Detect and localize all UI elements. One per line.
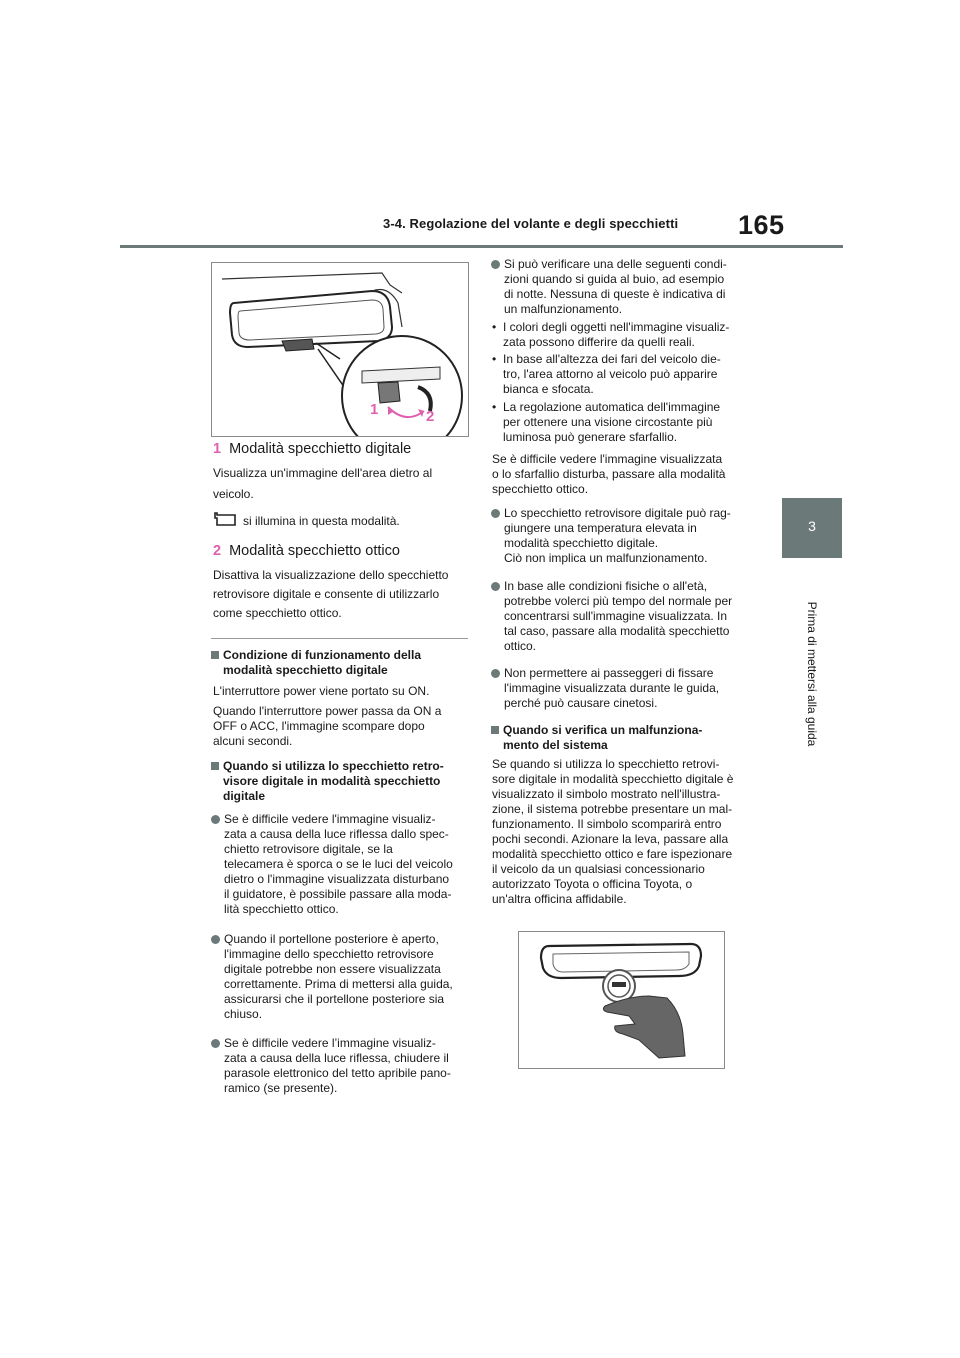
callout-1-label: 1 (370, 401, 379, 418)
right-para-after: Se è difficile vedere l'immagine visualizzata o lo sfarfallio disturba, passare alla modalità specchietto ottico. (492, 452, 726, 496)
page-number: 165 (738, 210, 785, 240)
mode-2-text-line3: come specchietto ottico. (213, 606, 342, 620)
chapter-tab (782, 498, 842, 558)
section-1-heading: Condizione di funzionamento della modalità specchietto digitale (211, 648, 421, 678)
square-bullet-icon (211, 762, 219, 770)
circle-bullet-icon (491, 669, 500, 678)
right-bullet-2: Lo specchietto retrovisore digitale può rag- giungere una temperatura elevata in modalità specchietto digitale. Ciò non implica un malfunzionamento. (491, 506, 731, 566)
circle-bullet-icon (211, 935, 220, 944)
circle-bullet-icon (491, 260, 500, 269)
right-subpoint-1: • I colori degli oggetti nell'immagine visualiz- zata possono differire da quelli reali. (492, 320, 730, 349)
mode-1-title: Modalità specchietto digitale (229, 441, 412, 457)
mode-2-heading (213, 543, 400, 559)
right-subpoint-3: • La regolazione automatica dell'immagine per ottenere una visione circostante più luminosa può generare sfarfallio. (492, 400, 721, 444)
chapter-number: 3 (808, 518, 816, 534)
mode-1-number: 1 (213, 441, 222, 457)
section-3-heading: Quando si verifica un malfunziona- mento del sistema (491, 723, 702, 753)
header-rule (120, 245, 843, 248)
mode-1-indicator-text: si illumina in questa modalità. (243, 514, 400, 528)
mode-2-text-line1: Disattiva la visualizzazione dello specchietto (213, 568, 449, 582)
mirror-malfunction-figure (518, 931, 725, 1069)
section-2-bullet-1: Se è difficile vedere l'immagine visualiz- zata a causa della luce riflessa dallo spec- chietto retrovisore digitale, se la telecamera è sporca o se le luci del veicolo dietro o l'immagine visualizzata disturbano il guidatore, è possibile passare alla moda- lità specchietto ottico. (211, 812, 453, 917)
circle-bullet-icon (211, 1039, 220, 1048)
section-3-para: Se quando si utilizza lo specchietto retrovi- sore digitale in modalità specchietto digitale è visualizzato il simbolo mostrato nell'illustra- zione, il sistema potrebbe presentare un mal- funzionamento. Il simbolo scomparirà entro pochi secondi. Azionare la leva, passare alla modalità specchietto ottico e fare ispezionare il veicolo da un qualsiasi concessionario autorizzato Toyota o officina Toyota, o un'altra officina affidabile. (492, 757, 734, 906)
section-1-para1: L'interruttore power viene portato su ON. (213, 684, 430, 698)
section-1-para2: Quando l'interruttore power passa da ON a OFF o ACC, l'immagine scompare dopo alcuni secondi. (213, 704, 442, 748)
digital-mode-indicator-icon (213, 512, 237, 526)
mode-2-text-line2: retrovisore digitale e consente di utilizzarlo (213, 587, 440, 601)
right-subpoint-2: • In base all'altezza dei fari del veicolo die- tro, l'area attorno al veicolo può apparire bianca e sfocata. (492, 352, 721, 396)
section-title: 3-4. Regolazione del volante e degli specchietti (383, 216, 679, 231)
mirror-lever-illustration (212, 263, 468, 436)
right-bullet-4: Non permettere ai passeggeri di fissare l'immagine visualizzata durante le guida, perché può causare cinetosi. (491, 666, 719, 711)
section-divider (211, 638, 468, 639)
square-bullet-icon (491, 726, 499, 734)
right-bullet-3: In base alle condizioni fisiche o all'età, potrebbe volerci più tempo del normale per concentrarsi sull'immagine visualizzata. In tal caso, passare alla modalità specchietto ottico. (491, 579, 732, 654)
mode-1-text-line2: veicolo. (213, 487, 254, 501)
chapter-title: Prima di mettersi alla guida (805, 601, 819, 747)
circle-bullet-icon (491, 582, 500, 591)
right-bullet-1: Si può verificare una delle seguenti condi- zioni quando si guida al buio, ad esempio di notte. Nessuna di queste è indicativa di un malfunzionamento. (491, 257, 727, 317)
section-2-bullet-3: Se è difficile vedere l’immagine visualiz- zata a causa della luce riflessa, chiudere il parasole elettronico del tetto apribile pano- ramico (se presente). (211, 1036, 451, 1096)
circle-bullet-icon (211, 815, 220, 824)
mode-2-title: Modalità specchietto ottico (229, 543, 400, 559)
mirror-malfunction-illustration (519, 932, 724, 1068)
callout-2-label: 2 (426, 408, 435, 425)
circle-bullet-icon (491, 509, 500, 518)
mode-1-heading (213, 441, 411, 457)
section-2-bullet-2: Quando il portellone posteriore è aperto, l'immagine dello specchietto retrovisore digitale potrebbe non essere visualizzata correttamente. Prima di mettersi alla guida, assicurarsi che il portellone posteriore sia chiuso. (211, 932, 453, 1022)
mode-1-text-line1: Visualizza un'immagine dell'area dietro al (213, 466, 433, 480)
mode-2-number: 2 (213, 543, 222, 559)
square-bullet-icon (211, 651, 219, 659)
mirror-lever-figure (211, 262, 469, 437)
section-2-heading: Quando si utilizza lo specchietto retro- visore digitale in modalità specchietto digitale (211, 759, 444, 804)
